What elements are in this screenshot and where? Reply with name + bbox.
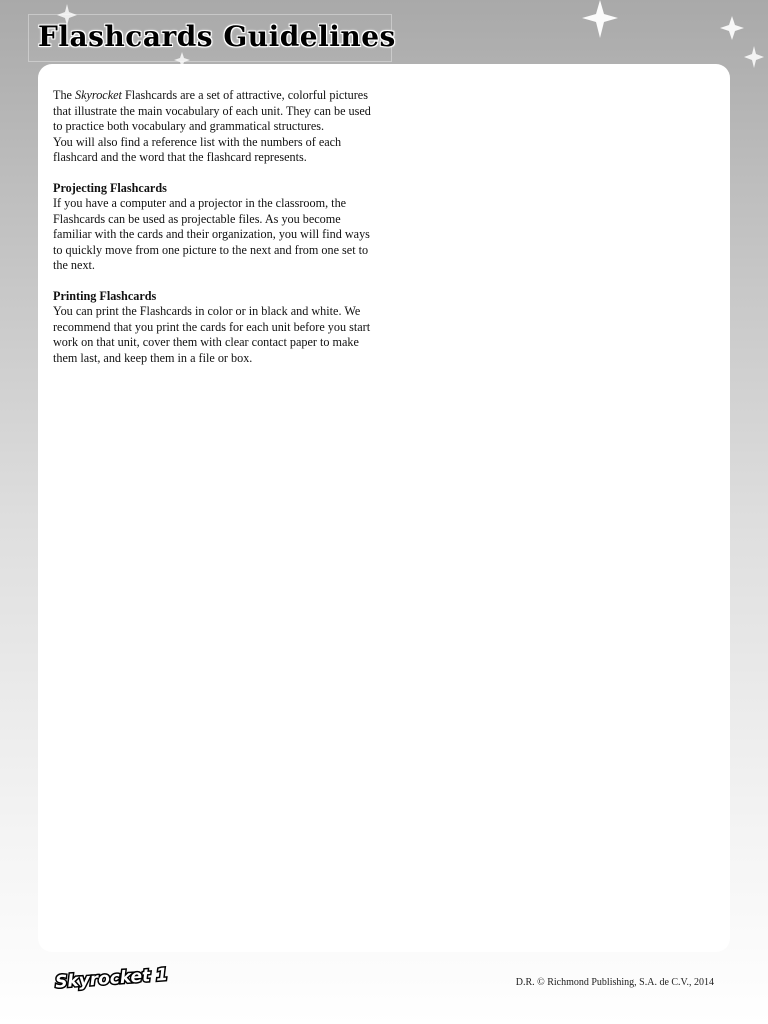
sparkle-icon	[720, 16, 744, 40]
logo-text: Skyrocket 1	[54, 964, 169, 993]
text-column	[53, 88, 373, 366]
intro-paragraph	[53, 88, 373, 135]
sparkle-icon	[744, 46, 764, 68]
section-body: If you have a computer and a projector in the classroom, the Flashcards can be used as projectable files. As you become familiar with the cards and their organization, you will find ways to quickly move from one picture to the next and from one set to the next.	[53, 196, 370, 272]
brand-name: Skyrocket	[75, 88, 122, 102]
section-heading: Projecting Flashcards	[53, 180, 167, 195]
section-projecting	[53, 181, 373, 274]
copyright-notice: D.R. © Richmond Publishing, S.A. de C.V., 2014	[515, 977, 714, 988]
section-body: You can print the Flashcards in color or in black and white. We recommend that you print the cards for each unit before you start work on that unit, cover them with clear contact paper to make them last, and keep them in a file or box.	[53, 304, 371, 365]
skyrocket-logo	[53, 964, 169, 993]
section-heading: Printing Flashcards	[53, 288, 157, 303]
intro-rest: Flashcards are a set of attractive, colorful pictures that illustrate the main vocabulary of each unit. They can be used to practice both vocabulary and grammatical structures.	[53, 88, 371, 133]
intro-second-paragraph: You will also find a reference list with the numbers of each flashcard and the word that the flashcard represents.	[53, 134, 342, 164]
content-panel	[38, 64, 730, 952]
page-title: Flashcards Guidelines	[38, 20, 396, 53]
sparkle-icon	[582, 0, 618, 38]
intro-lead: The	[53, 88, 75, 102]
section-printing	[53, 289, 373, 367]
